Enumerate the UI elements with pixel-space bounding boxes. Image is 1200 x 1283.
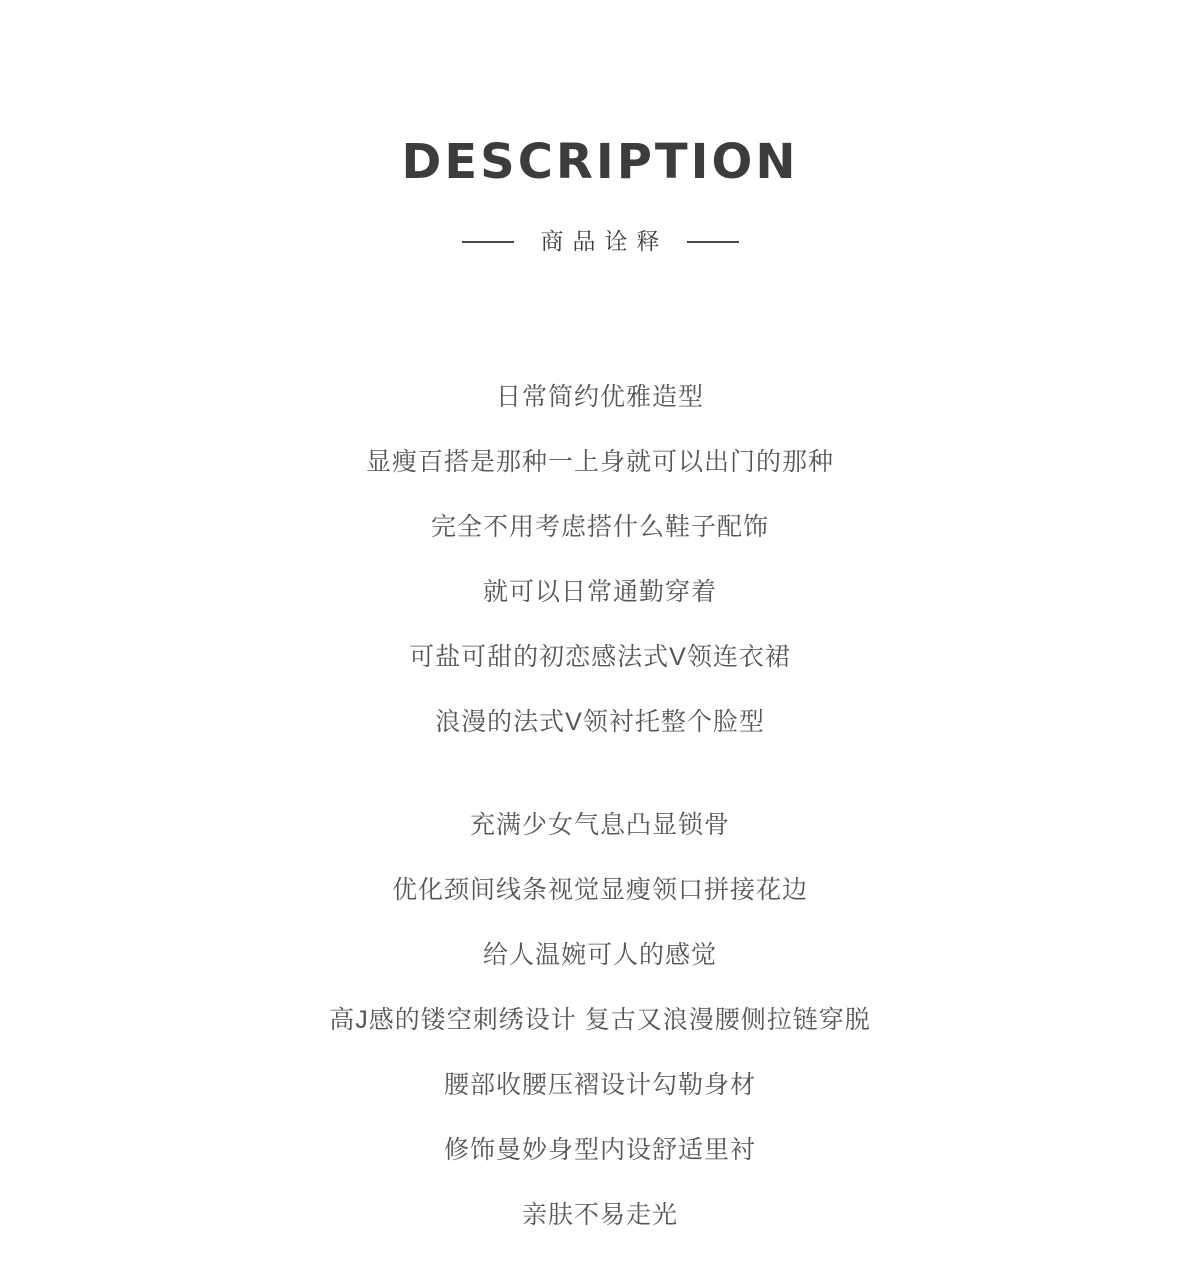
description-line: 充满少女气息凸显锁骨 [469,811,730,839]
subtitle-row [462,230,739,253]
description-paragraph-1 [0,365,1200,755]
description-line: 日常简约优雅造型 [495,383,704,411]
description-line: 修饰曼妙身型内设舒适里衬 [443,1136,756,1164]
page-subtitle: 商品诠释 [540,228,669,254]
description-line: 给人温婉可人的感觉 [482,941,717,969]
description-line: 完全不用考虑搭什么鞋子配饰 [430,513,769,541]
description-line: 就可以日常通勤穿着 [482,578,717,606]
description-line: 可盐可甜的初恋感法式V领连衣裙 [409,643,791,671]
description-line: 优化颈间线条视觉显瘦领口拼接花边 [391,876,808,904]
description-line: 腰部收腰压褶设计勾勒身材 [443,1071,756,1099]
page-title: DESCRIPTION [401,134,799,190]
divider-right [687,241,739,243]
description-line: 亲肤不易走光 [521,1201,678,1229]
description-line: 高J感的镂空刺绣设计 复古又浪漫腰侧拉链穿脱 [329,1006,871,1034]
description-line: 显瘦百搭是那种一上身就可以出门的那种 [365,448,834,476]
description-paragraph-2 [0,793,1200,1248]
description-line: 浪漫的法式V领衬托整个脸型 [435,708,765,736]
divider-left [462,241,514,243]
